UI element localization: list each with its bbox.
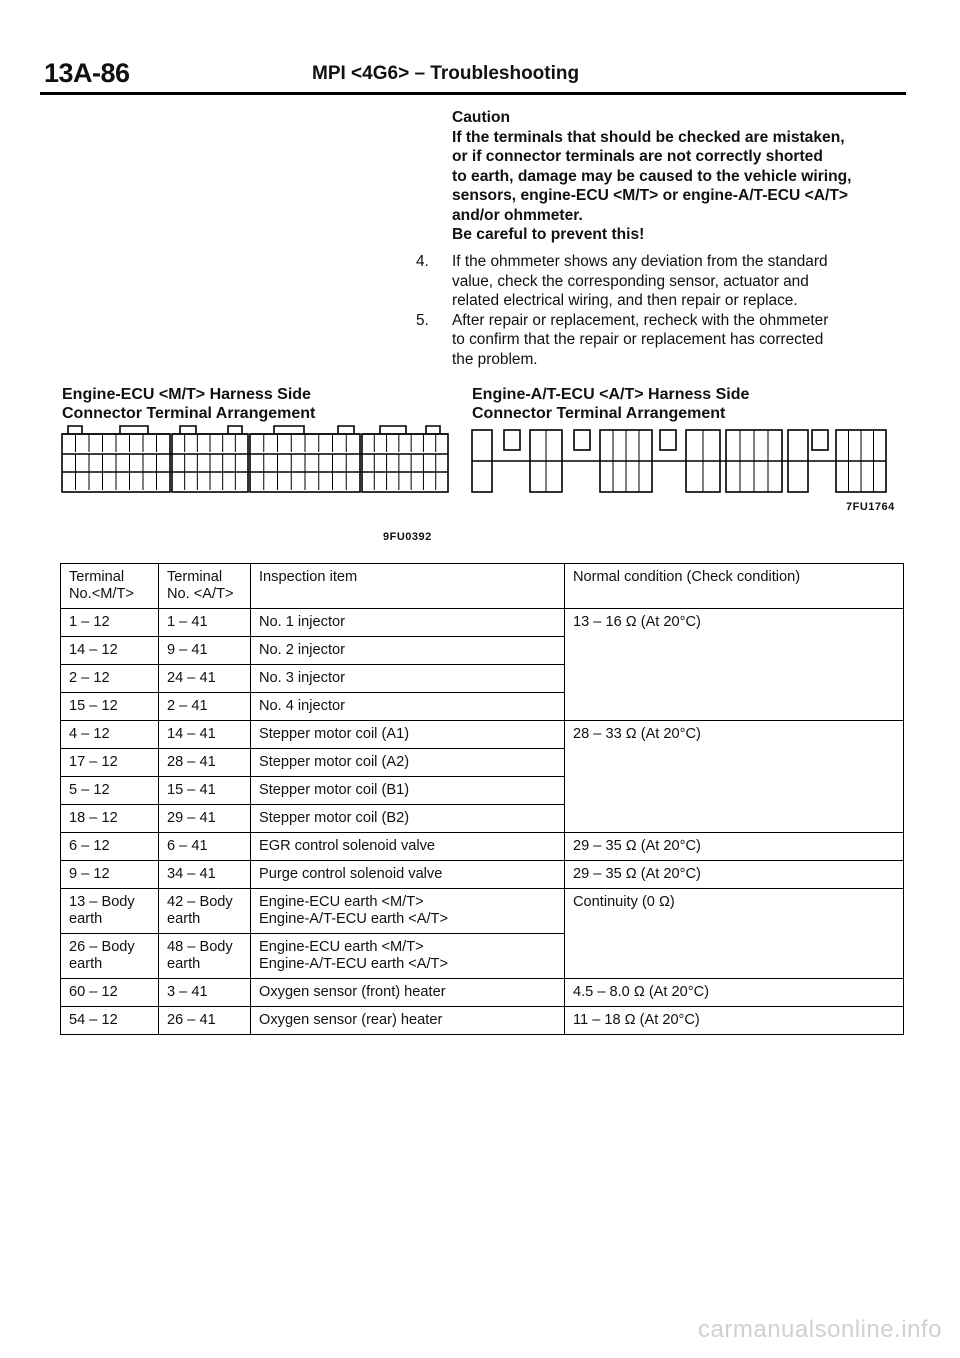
cell-line: Stepper motor coil (B2): [259, 810, 410, 826]
at-connector-diagram: [470, 420, 890, 496]
cell-line: 17 – 12: [69, 754, 118, 770]
header-line: Terminal: [167, 569, 223, 585]
inspection-item-cell: [251, 777, 565, 805]
table-row: [61, 1007, 904, 1035]
normal-condition-cell: [565, 861, 904, 889]
caution-line: Caution: [452, 109, 511, 126]
cell-line: 26 – Body: [69, 939, 135, 955]
terminal-at-cell: [159, 1007, 251, 1035]
step-text: [452, 252, 828, 311]
inspection-item-cell: [251, 1007, 565, 1035]
terminal-at-cell: [159, 637, 251, 665]
terminal-mt-cell: [61, 934, 159, 979]
normal-condition-cell: [565, 889, 904, 979]
caution-line: and/or ohmmeter.: [452, 206, 583, 224]
terminal-at-cell: [159, 665, 251, 693]
cell-line: Engine-A/T-ECU earth <A/T>: [259, 956, 448, 972]
cell-line: 2 – 12: [69, 670, 110, 686]
mt-title-line: Engine-ECU <M/T> Harness Side: [62, 386, 311, 403]
step-line: value, check the corresponding sensor, actuator and: [452, 272, 809, 290]
cell-line: Engine-ECU earth <M/T>: [259, 939, 424, 955]
table-row: [61, 721, 904, 749]
terminal-at-cell: [159, 609, 251, 637]
normal-condition-cell: [565, 609, 904, 721]
cell-line: 48 – Body: [167, 939, 233, 955]
cell-line: 42 – Body: [167, 894, 233, 910]
terminal-at-cell: [159, 979, 251, 1007]
inspection-item-cell: [251, 979, 565, 1007]
inspection-item-cell: [251, 665, 565, 693]
cell-line: 2 – 41: [167, 698, 208, 714]
normal-condition-cell: [565, 1007, 904, 1035]
at-figure-code: 7FU1764: [846, 501, 895, 513]
table-row: [61, 609, 904, 637]
cell-line: Continuity (0 Ω): [573, 894, 675, 910]
mt-title-line: Connector Terminal Arrangement: [62, 405, 316, 422]
step-5: [416, 311, 906, 370]
terminal-at-cell: [159, 833, 251, 861]
cell-line: 6 – 41: [167, 838, 208, 854]
terminal-at-cell: [159, 693, 251, 721]
mt-figure-code: 9FU0392: [383, 531, 432, 543]
header-line: Terminal: [69, 569, 125, 585]
cell-line: 29 – 35 Ω (At 20°C): [573, 866, 701, 882]
inspection-item-cell: [251, 609, 565, 637]
terminal-at-cell: [159, 777, 251, 805]
cell-line: 26 – 41: [167, 1012, 216, 1028]
normal-condition-cell: [565, 721, 904, 833]
cell-line: 5 – 12: [69, 782, 110, 798]
terminal-mt-cell: [61, 805, 159, 833]
table-body: [61, 609, 904, 1035]
terminal-mt-cell: [61, 609, 159, 637]
inspection-item-cell: [251, 833, 565, 861]
cell-line: 1 – 41: [167, 614, 208, 630]
cell-line: earth: [167, 956, 201, 972]
cell-line: 54 – 12: [69, 1012, 118, 1028]
header-inspection-item: Inspection item: [251, 564, 565, 609]
cell-line: 28 – 41: [167, 754, 216, 770]
terminal-mt-cell: [61, 777, 159, 805]
cell-line: 9 – 12: [69, 866, 110, 882]
table-row: [61, 889, 904, 934]
step-line: to confirm that the repair or replacement has corrected: [452, 331, 824, 349]
cell-line: 18 – 12: [69, 810, 118, 826]
at-connector-title: [472, 385, 749, 423]
cell-line: 24 – 41: [167, 670, 216, 686]
cell-line: 15 – 12: [69, 698, 118, 714]
at-title-line: Engine-A/T-ECU <A/T> Harness Side: [472, 386, 750, 403]
mt-connector-diagram: [60, 420, 450, 496]
table-row: [61, 833, 904, 861]
header-rule: [40, 92, 906, 95]
step-4: [416, 252, 906, 311]
terminal-mt-cell: [61, 693, 159, 721]
inspection-item-cell: [251, 721, 565, 749]
step-text: [452, 311, 828, 370]
cell-line: 13 – 16 Ω (At 20°C): [573, 614, 701, 630]
terminal-mt-cell: [61, 861, 159, 889]
cell-line: 29 – 35 Ω (At 20°C): [573, 838, 701, 854]
step-line: related electrical wiring, and then repair or replace.: [452, 292, 798, 310]
step-number: 5.: [416, 311, 429, 329]
terminal-at-cell: [159, 721, 251, 749]
header-line: No. <A/T>: [167, 586, 234, 602]
caution-line: If the terminals that should be checked are mistaken,: [452, 128, 845, 146]
cell-line: 14 – 12: [69, 642, 118, 658]
terminal-at-cell: [159, 805, 251, 833]
terminal-mt-cell: [61, 889, 159, 934]
table-header-row: [61, 564, 904, 609]
inspection-item-cell: [251, 805, 565, 833]
caution-block: [452, 108, 904, 245]
cell-line: Stepper motor coil (A1): [259, 726, 410, 742]
inspection-item-cell: [251, 861, 565, 889]
inspection-table: [60, 563, 904, 1035]
table-row: [61, 861, 904, 889]
caution-line: or if connector terminals are not correctly shorted: [452, 148, 823, 165]
terminal-mt-cell: [61, 721, 159, 749]
step-number: 4.: [416, 253, 429, 270]
inspection-item-cell: [251, 637, 565, 665]
cell-line: 14 – 41: [167, 726, 216, 742]
caution-line: sensors, engine-ECU <M/T> or engine-A/T-ECU <A/T>: [452, 187, 848, 204]
header-terminal-at: [159, 564, 251, 609]
cell-line: 34 – 41: [167, 866, 216, 882]
caution-line: Be careful to prevent this!: [452, 226, 645, 243]
normal-condition-cell: [565, 833, 904, 861]
cell-line: 3 – 41: [167, 984, 208, 1000]
cell-line: Stepper motor coil (B1): [259, 782, 410, 798]
inspection-item-cell: [251, 693, 565, 721]
terminal-mt-cell: [61, 637, 159, 665]
cell-line: 9 – 41: [167, 642, 208, 658]
inspection-item-cell: [251, 889, 565, 934]
cell-line: No. 4 injector: [259, 698, 345, 714]
cell-line: 4 – 12: [69, 726, 110, 742]
cell-line: 6 – 12: [69, 838, 110, 854]
page-title: MPI <4G6> – Troubleshooting: [312, 63, 580, 84]
terminal-mt-cell: [61, 833, 159, 861]
header-terminal-mt: [61, 564, 159, 609]
cell-line: Stepper motor coil (A2): [259, 754, 410, 770]
cell-line: 13 – Body: [69, 894, 135, 910]
step-line: If the ohmmeter shows any deviation from the standard: [452, 253, 828, 270]
step-line: After repair or replacement, recheck with the ohmmeter: [452, 311, 829, 329]
inspection-item-cell: [251, 934, 565, 979]
cell-line: Oxygen sensor (front) heater: [259, 984, 446, 1000]
terminal-at-cell: [159, 934, 251, 979]
inspection-item-cell: [251, 749, 565, 777]
terminal-at-cell: [159, 749, 251, 777]
terminal-mt-cell: [61, 1007, 159, 1035]
terminal-mt-cell: [61, 979, 159, 1007]
cell-line: 11 – 18 Ω (At 20°C): [573, 1012, 700, 1028]
normal-condition-cell: [565, 979, 904, 1007]
terminal-mt-cell: [61, 749, 159, 777]
header-normal-condition: Normal condition (Check condition): [565, 564, 904, 609]
cell-line: Purge control solenoid valve: [259, 866, 443, 882]
cell-line: 4.5 – 8.0 Ω (At 20°C): [573, 984, 709, 1000]
cell-line: 1 – 12: [69, 614, 110, 630]
cell-line: No. 3 injector: [259, 670, 345, 686]
cell-line: 60 – 12: [69, 984, 118, 1000]
cell-line: 15 – 41: [167, 782, 216, 798]
table-row: [61, 979, 904, 1007]
cell-line: No. 1 injector: [259, 614, 345, 630]
cell-line: 28 – 33 Ω (At 20°C): [573, 726, 701, 742]
procedure-steps: [416, 252, 906, 370]
caution-line: to earth, damage may be caused to the vehicle wiring,: [452, 167, 852, 185]
mt-connector-title: [62, 385, 315, 423]
step-line: the problem.: [452, 350, 538, 368]
cell-line: earth: [167, 911, 201, 927]
cell-line: Engine-A/T-ECU earth <A/T>: [259, 911, 448, 927]
cell-line: No. 2 injector: [259, 642, 345, 658]
page-number: 13A-86: [44, 58, 130, 88]
cell-line: Engine-ECU earth <M/T>: [259, 894, 424, 910]
cell-line: earth: [69, 911, 103, 927]
cell-line: Oxygen sensor (rear) heater: [259, 1012, 443, 1028]
watermark: carmanualsonline.info: [698, 1316, 942, 1343]
cell-line: EGR control solenoid valve: [259, 838, 436, 854]
at-title-line: Connector Terminal Arrangement: [472, 405, 726, 422]
terminal-at-cell: [159, 861, 251, 889]
terminal-mt-cell: [61, 665, 159, 693]
header-line: No.<M/T>: [69, 586, 134, 602]
cell-line: earth: [69, 956, 103, 972]
terminal-at-cell: [159, 889, 251, 934]
cell-line: 29 – 41: [167, 810, 216, 826]
